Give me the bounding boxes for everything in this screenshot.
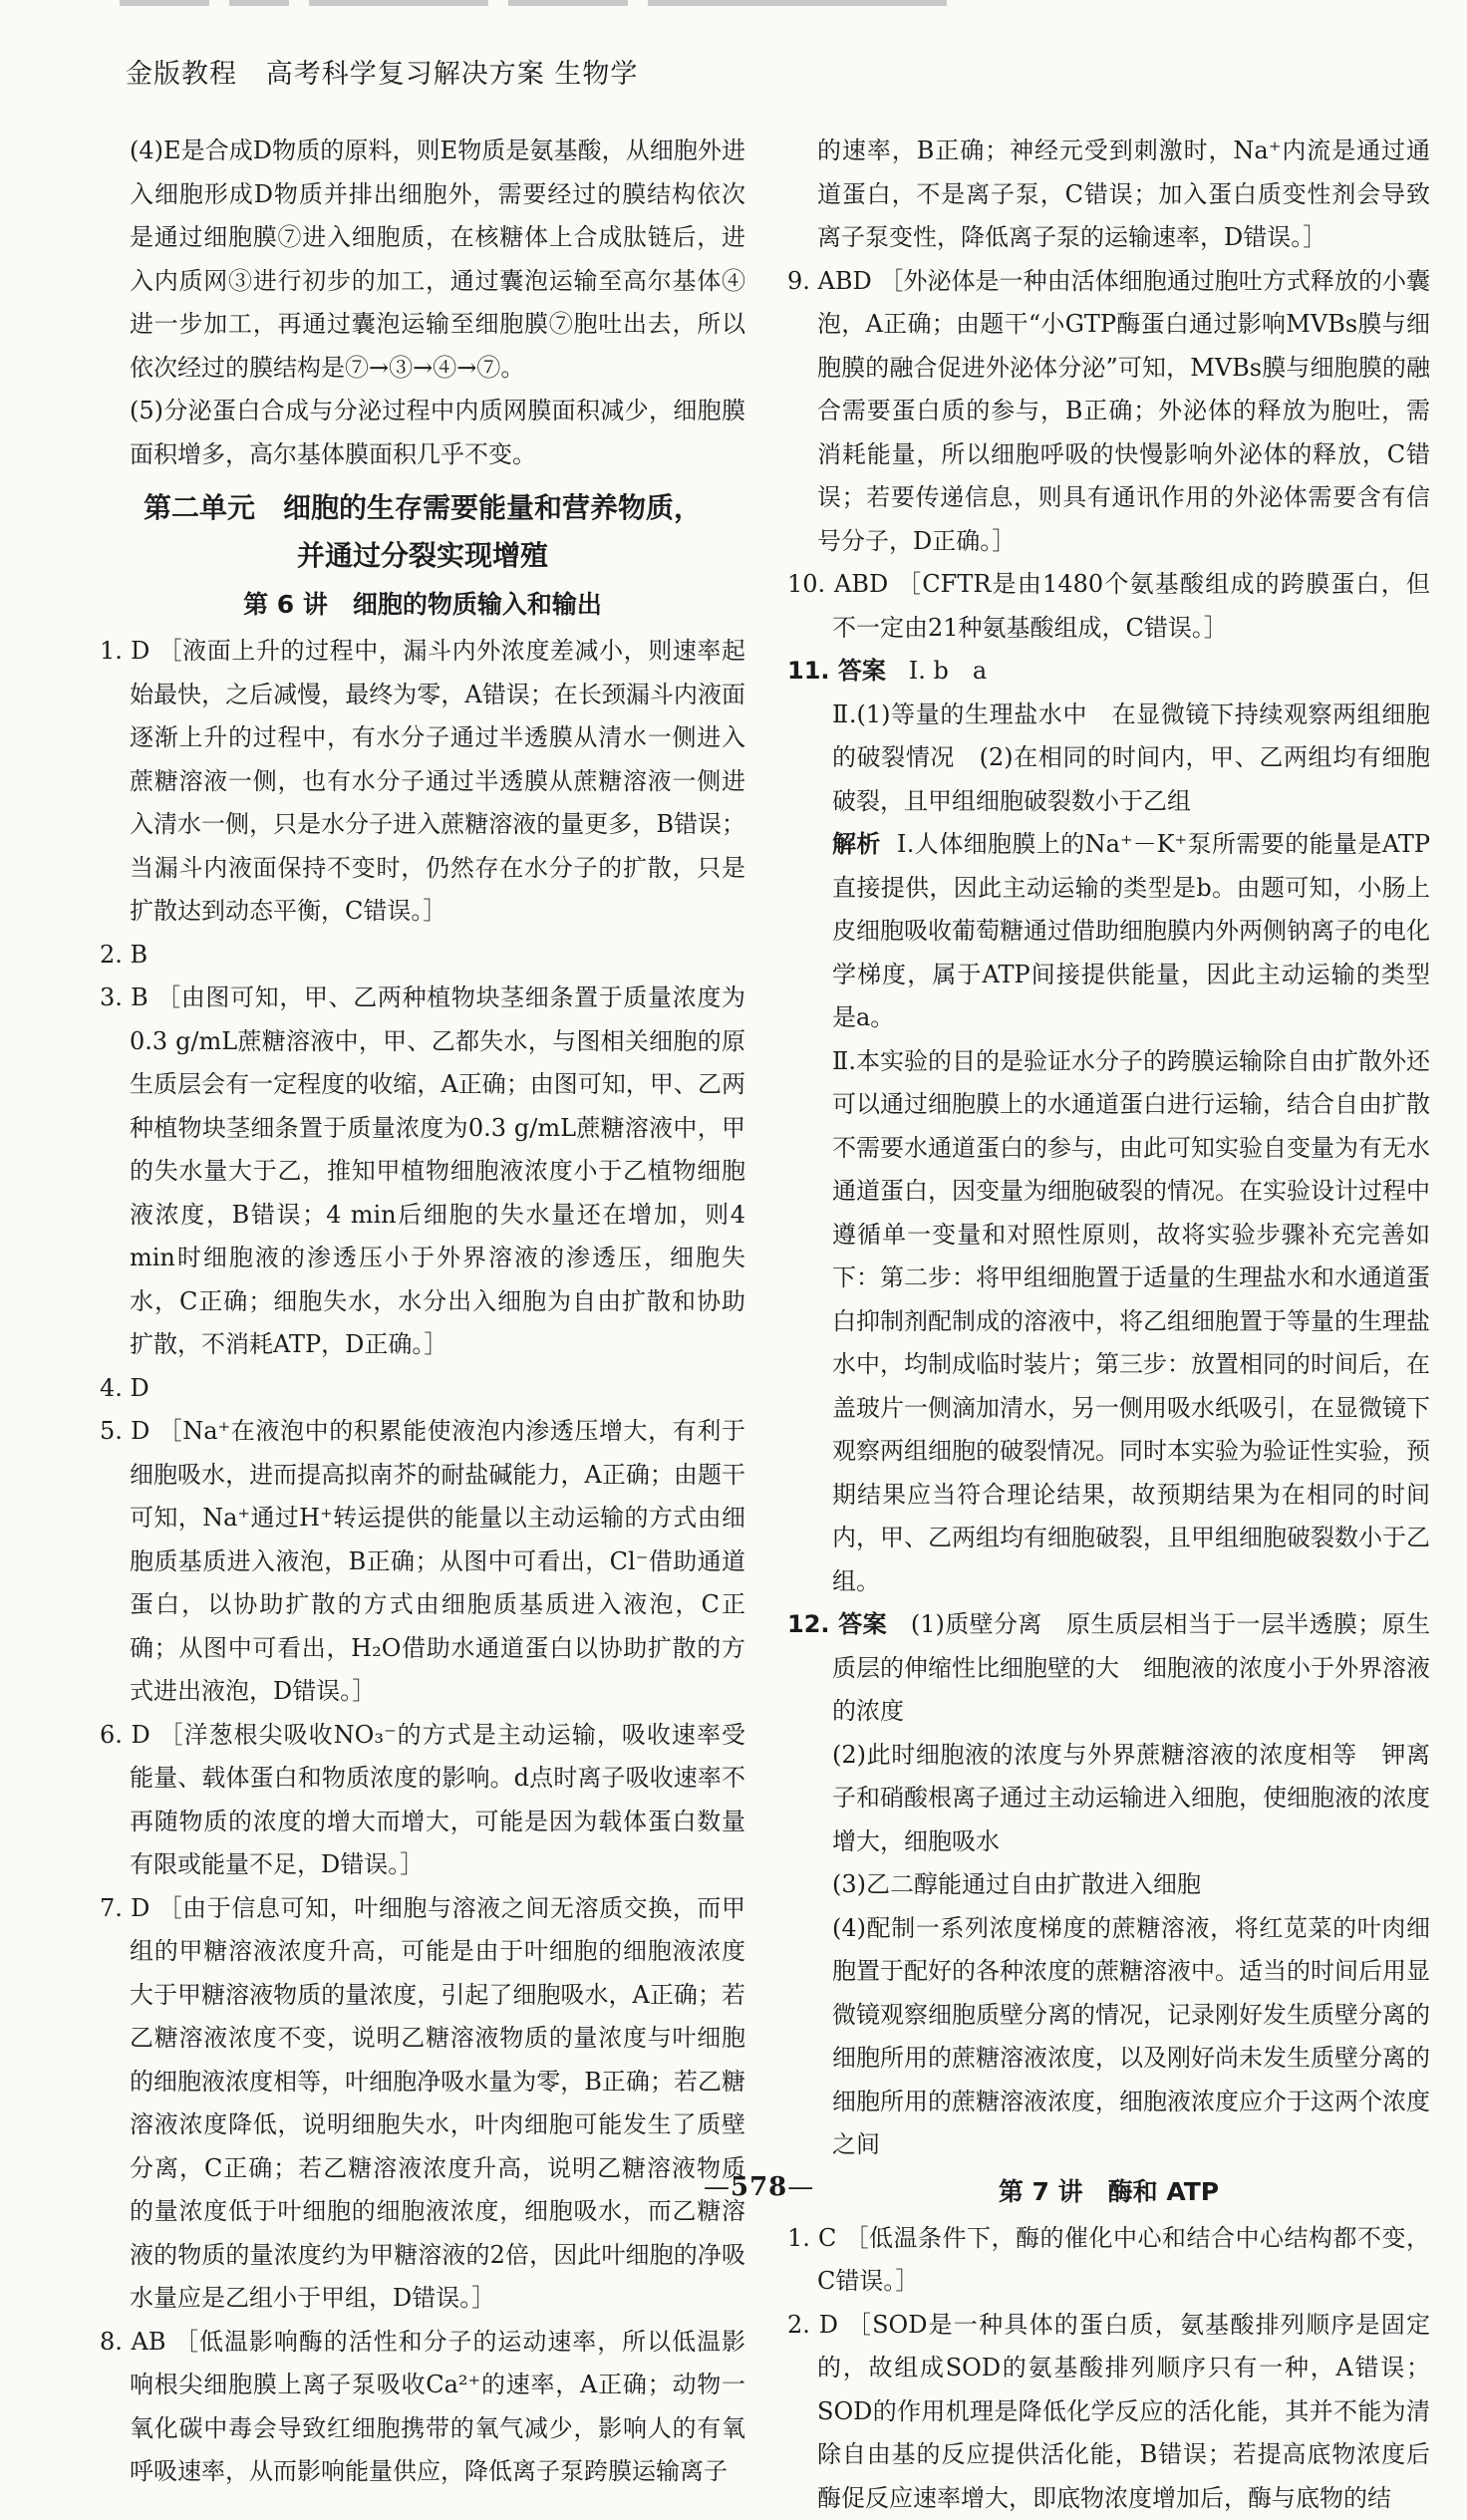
analysis-label: 解析 xyxy=(832,830,881,858)
running-header xyxy=(126,52,638,91)
answer-5: 5. D ［Na⁺在液泡中的积累能使液泡内渗透压增大，有利于细胞吸水，进而提高拟南芥的耐盐碱能力，A正确；由题干可知，Na⁺通过H⁺转运提供的能量以主动运输的方式由细胞质基质进入液泡，B正确；从图中可看出，Cl⁻借助通道蛋白，以协助扩散的方式由细胞质基质进入液泡，C正确；从图中可看出，H₂O借助水通道蛋白以协助扩散的方式进出液泡，D错误。］ xyxy=(100,1410,745,1714)
series-title: 高考科学复习解决方案 xyxy=(266,59,545,90)
unit-heading-line1: 第二单元 细胞的生存需要能量和营养物质， xyxy=(100,484,745,532)
answer-b2: 2. D ［SOD是一种具体的蛋白质，氨基酸排列顺序是固定的，故组成SOD的氨基酸排列顺序只有一种，A错误；SOD的作用机理是降低化学反应的活化能，其并不能为清除自由基的反应提供活化能，B错误；若提高底物浓度后酶促反应速率增大，即底物浓度增加后，酶与底物的结 xyxy=(787,2304,1430,2520)
answer-8: 8. AB ［低温影响酶的活性和分子的运动速率，所以低温影响根尖细胞膜上离子泵吸收Ca²⁺的速率，A正确；动物一氧化碳中毒会导致红细胞携带的氧气减少，影响人的有氧呼吸速率，从而影响能量供应，降低离子泵跨膜运输离子 xyxy=(100,2321,745,2494)
answer-4: 4. D xyxy=(100,1367,745,1411)
left-column xyxy=(100,130,745,2494)
answer-b1: 1. C ［低温条件下，酶的催化中心和结合中心结构都不变，C错误。］ xyxy=(787,2217,1430,2304)
answer-11-part-ii: Ⅱ.(1)等量的生理盐水中 在显微镜下持续观察两组细胞的破裂情况 (2)在相同的时间内，甲、乙两组均有细胞破裂，且甲组细胞破裂数小于乙组 xyxy=(787,694,1430,824)
answer-part-4: (4)E是合成D物质的原料，则E物质是氨基酸，从细胞外进入细胞形成D物质并排出细胞外，需要经过的膜结构依次是通过细胞膜⑦进入细胞质，在核糖体上合成肽链后，进入内质网③进行初步的加工，通过囊泡运输至高尔基体④进一步加工，再通过囊泡运输至细胞膜⑦胞吐出去，所以依次经过的膜结构是⑦→③→④→⑦。 xyxy=(100,130,745,390)
unit-heading xyxy=(100,484,745,580)
right-column xyxy=(787,130,1430,2520)
answer-10: 10. ABD ［CFTR是由1480个氨基酸组成的跨膜蛋白，但不一定由21种氨基酸组成，C错误。］ xyxy=(787,563,1430,650)
answer-11-label: 11. 答案 xyxy=(787,657,886,685)
lecture-7-heading: 第 7 讲 酶和 ATP xyxy=(787,2169,1430,2215)
answer-6: 6. D ［洋葱根尖吸收NO₃⁻的方式是主动运输，吸收速率受能量、载体蛋白和物质浓度的影响。d点时离子吸收速率不再随物质的浓度的增大而增大，可能是因为载体蛋白数量有限或能量不足，D错误。］ xyxy=(100,1714,745,1887)
answer-11-analysis-1 xyxy=(787,823,1430,1040)
answer-12-part-4: (4)配制一系列浓度梯度的蔗糖溶液，将红苋菜的叶肉细胞置于配好的各种浓度的蔗糖溶液中。适当的时间后用显微镜观察细胞质壁分离的情况，记录刚好发生质壁分离的细胞所用的蔗糖溶液浓度，以及刚好尚未发生质壁分离的细胞所用的蔗糖溶液浓度，细胞液浓度应介于这两个浓度之间 xyxy=(787,1907,1430,2167)
top-edge-marks xyxy=(120,0,1375,12)
answer-12-part-2: (2)此时细胞液的浓度与外界蔗糖溶液的浓度相等 钾离子和硝酸根离子通过主动运输进入细胞，使细胞液的浓度增大，细胞吸水 xyxy=(787,1734,1430,1864)
analysis-text-1: Ⅰ.人体细胞膜上的Na⁺－K⁺泵所需要的能量是ATP直接提供，因此主动运输的类型是b。由题可知，小肠上皮细胞吸收葡萄糖通过借助细胞膜内外两侧钠离子的电化学梯度，属于ATP间接提供能量，因此主动运输的类型是a。 xyxy=(832,830,1430,1031)
lecture-6-heading: 第 6 讲 细胞的物质输入和输出 xyxy=(100,582,745,628)
book-title: 金版教程 xyxy=(126,59,237,90)
answer-12 xyxy=(787,1603,1430,1734)
answer-2: 2. B xyxy=(100,934,745,978)
answer-7: 7. D ［由于信息可知，叶细胞与溶液之间无溶质交换，而甲组的甲糖溶液浓度升高，可能是由于叶细胞的细胞液浓度大于甲糖溶液物质的量浓度，引起了细胞吸水，A正确；若乙糖溶液浓度不变，说明乙糖溶液物质的量浓度与叶细胞的细胞液浓度相等，叶细胞净吸水量为零，B正确；若乙糖溶液浓度降低，说明细胞失水，叶肉细胞可能发生了质壁分离，C正确；若乙糖溶液浓度升高，说明乙糖溶液物质的量浓度低于叶细胞的细胞液浓度，细胞吸水，而乙糖溶液的物质的量浓度约为甲糖溶液的2倍，因此叶细胞的净吸水量应是乙组小于甲组，D错误。］ xyxy=(100,1887,745,2321)
page-number xyxy=(704,2172,814,2202)
answer-11 xyxy=(787,650,1430,694)
answer-3: 3. B ［由图可知，甲、乙两种植物块茎细条置于质量浓度为0.3 g/mL蔗糖溶液中，甲、乙都失水，与图相关细胞的原生质层会有一定程度的收缩，A正确；由图可知，甲、乙两种植物块茎细条置于质量浓度为0.3 g/mL蔗糖溶液中，甲的失水量大于乙，推知甲植物细胞液浓度小于乙植物细胞液浓度，B错误；4 min后细胞的失水量还在增加，则4 min时细胞液的渗透压小于外界溶液的渗透压，细胞失水，C正确；细胞失水，水分出入细胞为自由扩散和协助扩散，不消耗ATP，D正确。］ xyxy=(100,977,745,1367)
answer-1: 1. D ［液面上升的过程中，漏斗内外浓度差减小，则速率起始最快，之后减慢，最终为零，A错误；在长颈漏斗内液面逐渐上升的过程中，有水分子通过半透膜从清水一侧进入蔗糖溶液一侧，也有水分子通过半透膜从蔗糖溶液一侧进入清水一侧，只是水分子进入蔗糖溶液的量更多，B错误；当漏斗内液面保持不变时，仍然存在水分子的扩散，只是扩散达到动态平衡，C错误。］ xyxy=(100,630,745,934)
answer-9: 9. ABD ［外泌体是一种由活体细胞通过胞吐方式释放的小囊泡，A正确；由题干“小GTP酶蛋白通过影响MVBs膜与细胞膜的融合促进外泌体分泌”可知，MVBs膜与细胞膜的融合需要蛋白质的参与，B正确；外泌体的释放为胞吐，需消耗能量，所以细胞呼吸的快慢影响外泌体的释放，C错误；若要传递信息，则具有通讯作用的外泌体需要含有信号分子，D正确。］ xyxy=(787,260,1430,564)
answer-12-part-1: (1)质壁分离 原生质层相当于一层半透膜；原生质层的伸缩性比细胞壁的大 细胞液的浓度小于外界溶液的浓度 xyxy=(832,1610,1430,1725)
subject-title: 生物学 xyxy=(554,59,638,90)
answer-part-5: (5)分泌蛋白合成与分泌过程中内质网膜面积减少，细胞膜面积增多，高尔基体膜面积几乎不变。 xyxy=(100,390,745,476)
answer-8-continued: 的速率，B正确；神经元受到刺激时，Na⁺内流是通过通道蛋白，不是离子泵，C错误；加入蛋白质变性剂会导致离子泵变性，降低离子泵的运输速率，D错误。］ xyxy=(787,130,1430,260)
page-number-value: 578 xyxy=(731,2172,787,2202)
unit-heading-line2: 并通过分裂实现增殖 xyxy=(100,532,745,580)
answer-11-part-i: Ⅰ. b a xyxy=(909,657,987,685)
answer-12-part-3: (3)乙二醇能通过自由扩散进入细胞 xyxy=(787,1863,1430,1907)
answer-11-analysis-2: Ⅱ.本实验的目的是验证水分子的跨膜运输除自由扩散外还可以通过细胞膜上的水通道蛋白进行运输，结合自由扩散不需要水通道蛋白的参与，由此可知实验自变量为有无水通道蛋白，因变量为细胞破裂的情况。在实验设计过程中遵循单一变量和对照性原则，故将实验步骤补充完善如下：第二步：将甲组细胞置于适量的生理盐水和水通道蛋白抑制剂配制成的溶液中，将乙组细胞置于等量的生理盐水中，均制成临时装片；第三步：放置相同的时间后，在盖玻片一侧滴加清水，另一侧用吸水纸吸引，在显微镜下观察两组细胞的破裂情况。同时本实验为验证性实验，预期结果应当符合理论结果，故预期结果为在相同的时间内，甲、乙两组均有细胞破裂，且甲组细胞破裂数小于乙组。 xyxy=(787,1040,1430,1604)
answer-12-label: 12. 答案 xyxy=(787,1610,887,1638)
